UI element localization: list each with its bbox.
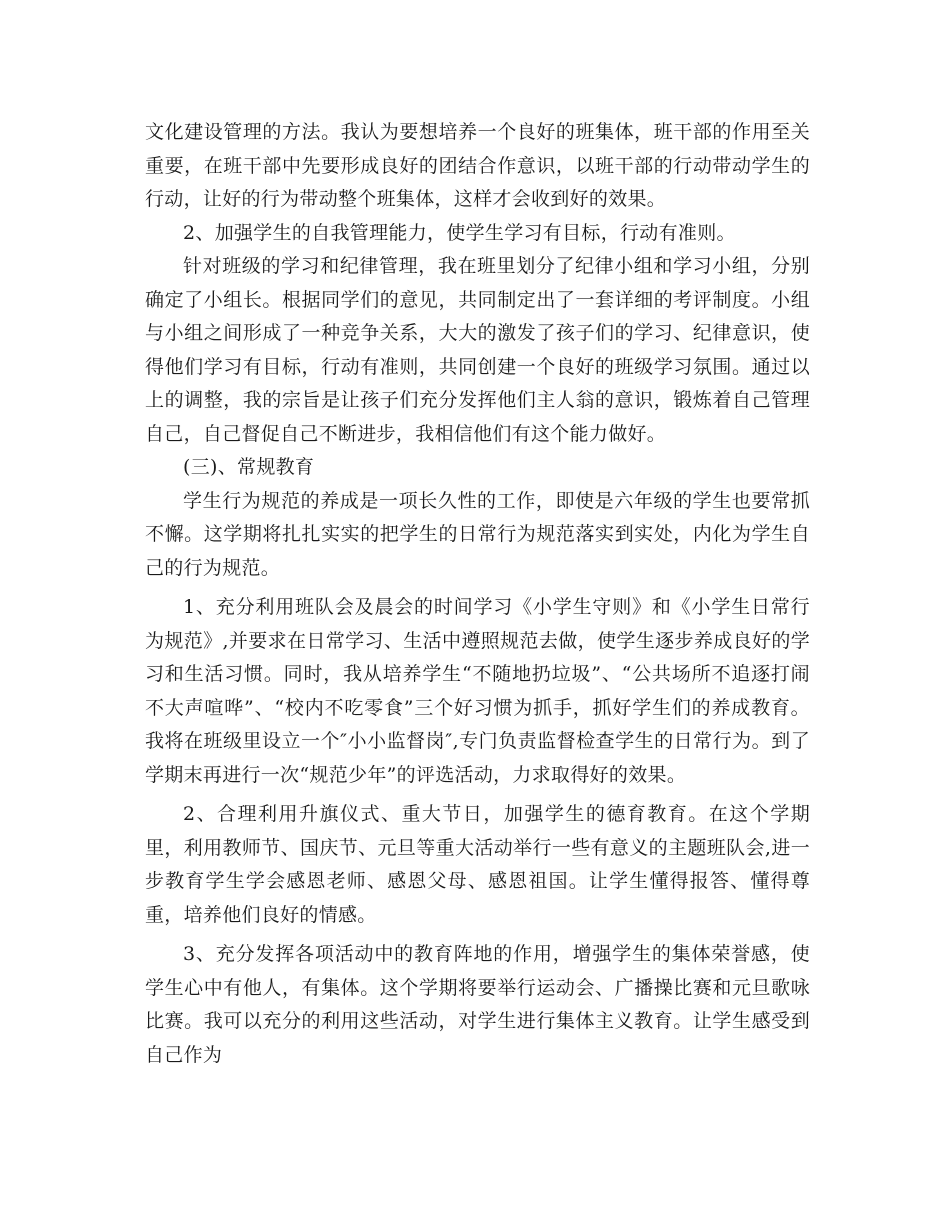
paragraph-item-2: 2、合理利用升旗仪式、重大节日，加强学生的德育教育。在这个学期里，利用教师节、国庆节、元旦等重大活动举行一些有意义的主题班队会,进一步教育学生学会感恩老师、感恩父母、感恩祖国。让学生懂得报答、懂得尊重，培养他们良好的情感。 — [145, 803, 810, 926]
document-body — [145, 116, 810, 1072]
paragraph-behavior-norms: 学生行为规范的养成是一项长久性的工作，即使是六年级的学生也要常抓不懈。这学期将扎扎实实的把学生的日常行为规范落实到实处，内化为学生自己的行为规范。 — [145, 489, 810, 579]
paragraph-groups: 针对班级的学习和纪律管理，我在班里划分了纪律小组和学习小组，分别确定了小组长。根据同学们的意见，共同制定出了一套详细的考评制度。小组与小组之间形成了一种竞争关系，大大的激发了孩子们的学习、纪律意识，使得他们学习有目标，行动有准则，共同创建一个良好的班级学习氛围。通过以上的调整，我的宗旨是让孩子们充分发挥他们主人翁的意识，锻炼着自己管理自己，自己督促自己不断进步，我相信他们有这个能力做好。 — [145, 255, 810, 445]
paragraph-class-culture: 文化建设管理的方法。我认为要想培养一个良好的班集体，班干部的作用至关重要，在班干部中先要形成良好的团结合作意识，以班干部的行动带动学生的行动，让好的行为带动整个班集体，这样才会收到好的效果。 — [145, 121, 810, 210]
paragraph-item-1: 1、充分利用班队会及晨会的时间学习《小学生守则》和《小学生日常行为规范》,并要求在日常学习、生活中遵照规范去做，使学生逐步养成良好的学习和生活习惯。同时，我从培养学生“不随地扔垃圾”、“公共场所不追逐打闹不大声喧哗”、“校内不吃零食”三个好习惯为抓手，抓好学生们的养成教育。我将在班级里设立一个″小小监督岗″,专门负责监督检查学生的日常行为。到了学期末再进行一次“规范少年”的评选活动，力求取得好的效果。 — [145, 596, 810, 786]
section-heading-routine-education: (三)、常规教育 — [183, 456, 315, 478]
paragraph-item-3: 3、充分发挥各项活动中的教育阵地的作用，增强学生的集体荣誉感，使学生心中有他人，有集体。这个学期将要举行运动会、广播操比赛和元旦歌咏比赛。我可以充分的利用这些活动，对学生进行集体主义教育。让学生感受到自己作为 — [145, 943, 810, 1066]
paragraph-self-management-heading: 2、加强学生的自我管理能力，使学生学习有目标，行动有准则。 — [183, 221, 736, 244]
